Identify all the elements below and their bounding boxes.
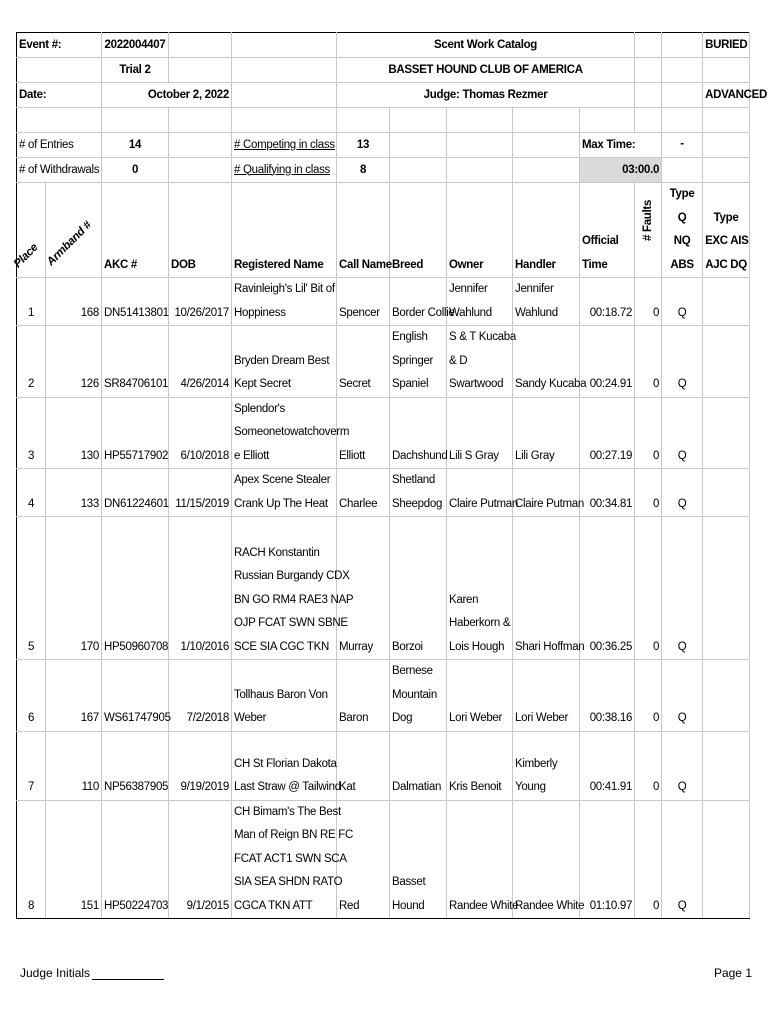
- official-time-cell: 00:27.19: [580, 397, 635, 469]
- registered-name-cell: CH Bimam's The Best Man of Reign BN RE FC FCAT ACT1 SWN SCA SIA SEA SHDN RATO CGCA TKN ATT: [232, 800, 337, 919]
- exc-cell: [703, 731, 750, 800]
- entry-rows: [17, 278, 750, 919]
- handler-cell: Claire Putman: [513, 469, 580, 517]
- qualification-cell: Q: [662, 278, 703, 326]
- table-row: [17, 469, 750, 517]
- header-row-entries: [17, 133, 750, 158]
- call-name-cell: Secret: [337, 326, 390, 398]
- col-place: Place: [17, 183, 46, 278]
- dob-cell: 11/15/2019: [169, 469, 232, 517]
- faults-cell: 0: [635, 469, 662, 517]
- registered-name-cell: CH St Florian Dakota Last Straw @ Tailwind: [232, 731, 337, 800]
- registered-name-cell: Tollhaus Baron Von Weber: [232, 660, 337, 732]
- breed-cell: English Springer Spaniel: [390, 326, 447, 398]
- owner-cell: Randee White: [447, 800, 513, 919]
- catalog-table: [11, 32, 767, 919]
- handler-cell: Lili Gray: [513, 397, 580, 469]
- handler-cell: Jennifer Wahlund: [513, 278, 580, 326]
- official-time-cell: 00:38.16: [580, 660, 635, 732]
- breed-cell: Shetland Sheepdog: [390, 469, 447, 517]
- akc-cell: DN61224601: [102, 469, 169, 517]
- max-time-label: Max Time:: [580, 133, 662, 158]
- table-row: [17, 731, 750, 800]
- qualification-cell: Q: [662, 517, 703, 660]
- col-official-time: Official Time: [580, 183, 635, 278]
- faults-cell: 0: [635, 517, 662, 660]
- armband-cell: 126: [46, 326, 102, 398]
- header-row-event: [17, 33, 750, 58]
- header-row-trial: [17, 58, 750, 83]
- owner-cell: Lili S Gray: [447, 397, 513, 469]
- handler-cell: Randee White: [513, 800, 580, 919]
- armband-cell: 133: [46, 469, 102, 517]
- handler-cell: Sandy Kucaba: [513, 326, 580, 398]
- place-cell: 4: [17, 469, 46, 517]
- event-label: Event #:: [17, 33, 102, 58]
- dob-cell: 6/10/2018: [169, 397, 232, 469]
- qualification-cell: Q: [662, 731, 703, 800]
- akc-cell: DN51413801: [102, 278, 169, 326]
- place-cell: 8: [17, 800, 46, 919]
- col-owner: Owner: [447, 183, 513, 278]
- qualification-cell: Q: [662, 469, 703, 517]
- exc-cell: [703, 469, 750, 517]
- owner-cell: Kris Benoit: [447, 731, 513, 800]
- date-label: Date:: [17, 83, 102, 108]
- breed-cell: Borzoi: [390, 517, 447, 660]
- table-row: [17, 326, 750, 398]
- col-call-name: Call Name: [337, 183, 390, 278]
- dob-cell: 7/2/2018: [169, 660, 232, 732]
- place-cell: 2: [17, 326, 46, 398]
- header-row-withdrawals: [17, 158, 750, 183]
- registered-name-cell: Ravinleigh's Lil' Bit of Hoppiness: [232, 278, 337, 326]
- breed-cell: Dalmatian: [390, 731, 447, 800]
- official-time-cell: 00:24.91: [580, 326, 635, 398]
- faults-cell: 0: [635, 731, 662, 800]
- exc-cell: [703, 326, 750, 398]
- dash: -: [662, 133, 703, 158]
- judge-name: Judge: Thomas Rezmer: [337, 83, 635, 108]
- handler-cell: Shari Hoffman: [513, 517, 580, 660]
- table-row: [17, 660, 750, 732]
- col-registered-name: Registered Name: [232, 183, 337, 278]
- place-cell: 6: [17, 660, 46, 732]
- qualification-cell: Q: [662, 800, 703, 919]
- owner-cell: Karen Haberkorn & Lois Hough: [447, 517, 513, 660]
- col-faults: # Faults: [635, 183, 662, 278]
- dob-cell: 1/10/2016: [169, 517, 232, 660]
- competing-count: 13: [337, 133, 390, 158]
- akc-cell: HP50224703: [102, 800, 169, 919]
- faults-cell: 0: [635, 397, 662, 469]
- place-cell: 1: [17, 278, 46, 326]
- place-cell: 7: [17, 731, 46, 800]
- place-cell: 5: [17, 517, 46, 660]
- exc-cell: [703, 517, 750, 660]
- call-name-cell: Kat: [337, 731, 390, 800]
- header-spacer: [17, 108, 750, 133]
- armband-cell: 151: [46, 800, 102, 919]
- akc-cell: WS61747905: [102, 660, 169, 732]
- qualification-cell: Q: [662, 326, 703, 398]
- call-name-cell: Murray: [337, 517, 390, 660]
- table-row: [17, 278, 750, 326]
- akc-cell: NP56387905: [102, 731, 169, 800]
- faults-cell: 0: [635, 660, 662, 732]
- faults-cell: 0: [635, 800, 662, 919]
- breed-cell: Dachshund: [390, 397, 447, 469]
- armband-cell: 167: [46, 660, 102, 732]
- armband-cell: 170: [46, 517, 102, 660]
- exc-cell: [703, 397, 750, 469]
- official-time-cell: 00:34.81: [580, 469, 635, 517]
- call-name-cell: Charlee: [337, 469, 390, 517]
- element-name: BURIED: [703, 33, 750, 58]
- registered-name-cell: Apex Scene Stealer Crank Up The Heat: [232, 469, 337, 517]
- trial-number: Trial 2: [102, 58, 169, 83]
- table-row: [17, 517, 750, 660]
- entries-label: # of Entries: [17, 133, 102, 158]
- col-dob: DOB: [169, 183, 232, 278]
- breed-cell: Border Collie: [390, 278, 447, 326]
- qualification-cell: Q: [662, 660, 703, 732]
- akc-cell: HP50960708: [102, 517, 169, 660]
- owner-cell: Jennifer Wahlund: [447, 278, 513, 326]
- competing-label: # Competing in class: [232, 133, 337, 158]
- official-time-cell: 00:36.25: [580, 517, 635, 660]
- owner-cell: Lori Weber: [447, 660, 513, 732]
- club-name: BASSET HOUND CLUB OF AMERICA: [337, 58, 635, 83]
- registered-name-cell: Bryden Dream Best Kept Secret: [232, 326, 337, 398]
- call-name-cell: Baron: [337, 660, 390, 732]
- breed-cell: Bernese Mountain Dog: [390, 660, 447, 732]
- faults-cell: 0: [635, 278, 662, 326]
- page-number: Page 1: [713, 966, 752, 980]
- handler-cell: Kimberly Young: [513, 731, 580, 800]
- armband-cell: 110: [46, 731, 102, 800]
- owner-cell: Claire Putman: [447, 469, 513, 517]
- akc-cell: SR84706101: [102, 326, 169, 398]
- column-header-row: [17, 183, 750, 278]
- exc-cell: [703, 278, 750, 326]
- registered-name-cell: Splendor's Someonetowatchoverm e Elliott: [232, 397, 337, 469]
- exc-cell: [703, 800, 750, 919]
- class-level: ADVANCED: [703, 83, 750, 108]
- header-row-date: [17, 83, 750, 108]
- col-type-exc: Type EXC AIS AJC DQ: [703, 183, 750, 278]
- event-number: 2022004407: [102, 33, 169, 58]
- withdrawals-label: # of Withdrawals: [17, 158, 102, 183]
- qualification-cell: Q: [662, 397, 703, 469]
- call-name-cell: Elliott: [337, 397, 390, 469]
- akc-cell: HP55717902: [102, 397, 169, 469]
- call-name-cell: Spencer: [337, 278, 390, 326]
- max-time-value: 03:00.0: [580, 158, 662, 183]
- official-time-cell: 01:10.97: [580, 800, 635, 919]
- official-time-cell: 00:18.72: [580, 278, 635, 326]
- catalog-title: Scent Work Catalog: [337, 33, 635, 58]
- col-armband: Armband #: [46, 183, 102, 278]
- col-akc: AKC #: [102, 183, 169, 278]
- owner-cell: S & T Kucaba & D Swartwood: [447, 326, 513, 398]
- trial-date: October 2, 2022: [102, 83, 232, 108]
- handler-cell: Lori Weber: [513, 660, 580, 732]
- col-type-q: Type Q NQ ABS: [662, 183, 703, 278]
- breed-cell: Basset Hound: [390, 800, 447, 919]
- signature-line[interactable]: [92, 967, 164, 980]
- table-row: [17, 800, 750, 919]
- table-row: [17, 397, 750, 469]
- dob-cell: 9/19/2019: [169, 731, 232, 800]
- entries-count: 14: [102, 133, 169, 158]
- dob-cell: 4/26/2014: [169, 326, 232, 398]
- place-cell: 3: [17, 397, 46, 469]
- catalog-sheet: [11, 32, 767, 919]
- qualifying-label: # Qualifying in class: [232, 158, 337, 183]
- armband-cell: 168: [46, 278, 102, 326]
- withdrawals-count: 0: [102, 158, 169, 183]
- judge-initials: Judge Initials: [20, 966, 164, 980]
- col-breed: Breed: [390, 183, 447, 278]
- registered-name-cell: RACH Konstantin Russian Burgandy CDX BN GO RM4 RAE3 NAP OJP FCAT SWN SBNE SCE SIA CGC TKN: [232, 517, 337, 660]
- exc-cell: [703, 660, 750, 732]
- armband-cell: 130: [46, 397, 102, 469]
- dob-cell: 10/26/2017: [169, 278, 232, 326]
- dob-cell: 9/1/2015: [169, 800, 232, 919]
- official-time-cell: 00:41.91: [580, 731, 635, 800]
- call-name-cell: Red: [337, 800, 390, 919]
- faults-cell: 0: [635, 326, 662, 398]
- col-handler: Handler: [513, 183, 580, 278]
- qualifying-count: 8: [337, 158, 390, 183]
